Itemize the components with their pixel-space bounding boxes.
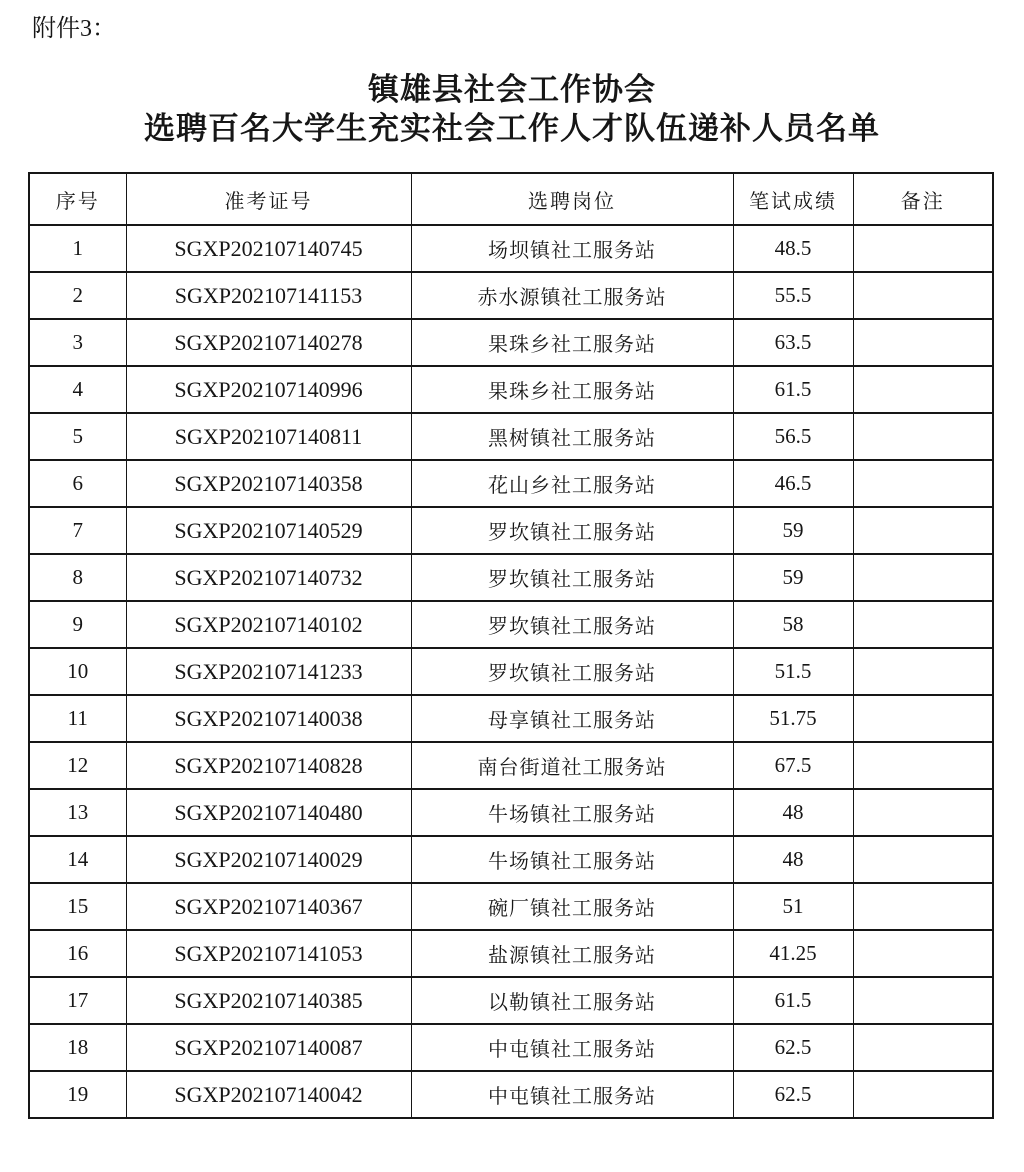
ticket-cell: SGXP202107140087 bbox=[126, 1024, 411, 1071]
roster-table bbox=[28, 172, 994, 1119]
table-row bbox=[29, 460, 993, 507]
position-cell: 盐源镇社工服务站 bbox=[411, 930, 733, 977]
table-row bbox=[29, 1024, 993, 1071]
serial-cell: 18 bbox=[29, 1024, 126, 1071]
attachment-label-text: 附件3： bbox=[32, 16, 116, 42]
table-row bbox=[29, 695, 993, 742]
score-cell: 59 bbox=[733, 507, 853, 554]
score-cell: 58 bbox=[733, 601, 853, 648]
serial-cell: 16 bbox=[29, 930, 126, 977]
ticket-cell: SGXP202107141233 bbox=[126, 648, 411, 695]
remark-cell bbox=[853, 225, 993, 272]
position-cell: 以勒镇社工服务站 bbox=[411, 977, 733, 1024]
position-cell: 黑树镇社工服务站 bbox=[411, 413, 733, 460]
score-cell: 46.5 bbox=[733, 460, 853, 507]
ticket-cell: SGXP202107141153 bbox=[126, 272, 411, 319]
position-cell: 罗坎镇社工服务站 bbox=[411, 648, 733, 695]
table-row bbox=[29, 977, 993, 1024]
score-cell: 51.5 bbox=[733, 648, 853, 695]
remark-cell bbox=[853, 648, 993, 695]
position-cell: 花山乡社工服务站 bbox=[411, 460, 733, 507]
table-row bbox=[29, 742, 993, 789]
ticket-cell: SGXP202107140529 bbox=[126, 507, 411, 554]
serial-cell: 12 bbox=[29, 742, 126, 789]
ticket-cell: SGXP202107140480 bbox=[126, 789, 411, 836]
remark-cell bbox=[853, 695, 993, 742]
table-row bbox=[29, 413, 993, 460]
ticket-cell: SGXP202107140042 bbox=[126, 1071, 411, 1118]
remark-cell bbox=[853, 413, 993, 460]
score-cell: 48 bbox=[733, 789, 853, 836]
table-row bbox=[29, 554, 993, 601]
header-cell-score: 笔试成绩 bbox=[733, 173, 853, 225]
serial-cell: 15 bbox=[29, 883, 126, 930]
ticket-cell: SGXP202107140038 bbox=[126, 695, 411, 742]
ticket-cell: SGXP202107140385 bbox=[126, 977, 411, 1024]
table-row bbox=[29, 601, 993, 648]
ticket-cell: SGXP202107141053 bbox=[126, 930, 411, 977]
table-row bbox=[29, 789, 993, 836]
position-cell: 中屯镇社工服务站 bbox=[411, 1071, 733, 1118]
ticket-cell: SGXP202107140996 bbox=[126, 366, 411, 413]
serial-cell: 1 bbox=[29, 225, 126, 272]
header-cell-ticket: 准考证号 bbox=[126, 173, 411, 225]
position-cell: 母享镇社工服务站 bbox=[411, 695, 733, 742]
remark-cell bbox=[853, 1071, 993, 1118]
ticket-cell: SGXP202107140811 bbox=[126, 413, 411, 460]
table-row bbox=[29, 319, 993, 366]
table-header-row bbox=[29, 173, 993, 225]
position-cell: 南台街道社工服务站 bbox=[411, 742, 733, 789]
attachment-label bbox=[32, 14, 1024, 44]
serial-cell: 2 bbox=[29, 272, 126, 319]
ticket-cell: SGXP202107140367 bbox=[126, 883, 411, 930]
score-cell: 51.75 bbox=[733, 695, 853, 742]
table-row bbox=[29, 272, 993, 319]
remark-cell bbox=[853, 554, 993, 601]
score-cell: 67.5 bbox=[733, 742, 853, 789]
remark-cell bbox=[853, 742, 993, 789]
remark-cell bbox=[853, 460, 993, 507]
ticket-cell: SGXP202107140732 bbox=[126, 554, 411, 601]
remark-cell bbox=[853, 366, 993, 413]
score-cell: 63.5 bbox=[733, 319, 853, 366]
ticket-cell: SGXP202107140358 bbox=[126, 460, 411, 507]
remark-cell bbox=[853, 272, 993, 319]
header-cell-serial: 序号 bbox=[29, 173, 126, 225]
serial-cell: 10 bbox=[29, 648, 126, 695]
score-cell: 61.5 bbox=[733, 366, 853, 413]
position-cell: 赤水源镇社工服务站 bbox=[411, 272, 733, 319]
remark-cell bbox=[853, 319, 993, 366]
table-body bbox=[29, 225, 993, 1118]
document-title bbox=[0, 70, 1024, 148]
position-cell: 罗坎镇社工服务站 bbox=[411, 601, 733, 648]
remark-cell bbox=[853, 883, 993, 930]
serial-cell: 7 bbox=[29, 507, 126, 554]
remark-cell bbox=[853, 930, 993, 977]
position-cell: 罗坎镇社工服务站 bbox=[411, 507, 733, 554]
score-cell: 59 bbox=[733, 554, 853, 601]
remark-cell bbox=[853, 836, 993, 883]
serial-cell: 3 bbox=[29, 319, 126, 366]
remark-cell bbox=[853, 1024, 993, 1071]
serial-cell: 5 bbox=[29, 413, 126, 460]
table-row bbox=[29, 648, 993, 695]
score-cell: 56.5 bbox=[733, 413, 853, 460]
position-cell: 碗厂镇社工服务站 bbox=[411, 883, 733, 930]
serial-cell: 13 bbox=[29, 789, 126, 836]
score-cell: 61.5 bbox=[733, 977, 853, 1024]
score-cell: 51 bbox=[733, 883, 853, 930]
remark-cell bbox=[853, 977, 993, 1024]
table-row bbox=[29, 366, 993, 413]
serial-cell: 6 bbox=[29, 460, 126, 507]
score-cell: 62.5 bbox=[733, 1024, 853, 1071]
table-row bbox=[29, 883, 993, 930]
score-cell: 62.5 bbox=[733, 1071, 853, 1118]
position-cell: 果珠乡社工服务站 bbox=[411, 366, 733, 413]
remark-cell bbox=[853, 601, 993, 648]
header-cell-remark: 备注 bbox=[853, 173, 993, 225]
score-cell: 48.5 bbox=[733, 225, 853, 272]
serial-cell: 14 bbox=[29, 836, 126, 883]
ticket-cell: SGXP202107140102 bbox=[126, 601, 411, 648]
remark-cell bbox=[853, 789, 993, 836]
remark-cell bbox=[853, 507, 993, 554]
ticket-cell: SGXP202107140278 bbox=[126, 319, 411, 366]
title-line-1: 镇雄县社会工作协会 bbox=[368, 72, 656, 107]
position-cell: 果珠乡社工服务站 bbox=[411, 319, 733, 366]
serial-cell: 19 bbox=[29, 1071, 126, 1118]
position-cell: 中屯镇社工服务站 bbox=[411, 1024, 733, 1071]
table-row bbox=[29, 507, 993, 554]
score-cell: 48 bbox=[733, 836, 853, 883]
table-row bbox=[29, 836, 993, 883]
serial-cell: 8 bbox=[29, 554, 126, 601]
serial-cell: 17 bbox=[29, 977, 126, 1024]
serial-cell: 9 bbox=[29, 601, 126, 648]
header-cell-position: 选聘岗位 bbox=[411, 173, 733, 225]
table-row bbox=[29, 930, 993, 977]
serial-cell: 4 bbox=[29, 366, 126, 413]
table-row bbox=[29, 225, 993, 272]
position-cell: 场坝镇社工服务站 bbox=[411, 225, 733, 272]
title-line-2: 选聘百名大学生充实社会工作人才队伍递补人员名单 bbox=[144, 111, 880, 146]
position-cell: 牛场镇社工服务站 bbox=[411, 789, 733, 836]
position-cell: 牛场镇社工服务站 bbox=[411, 836, 733, 883]
ticket-cell: SGXP202107140029 bbox=[126, 836, 411, 883]
score-cell: 41.25 bbox=[733, 930, 853, 977]
score-cell: 55.5 bbox=[733, 272, 853, 319]
ticket-cell: SGXP202107140745 bbox=[126, 225, 411, 272]
table-row bbox=[29, 1071, 993, 1118]
serial-cell: 11 bbox=[29, 695, 126, 742]
ticket-cell: SGXP202107140828 bbox=[126, 742, 411, 789]
position-cell: 罗坎镇社工服务站 bbox=[411, 554, 733, 601]
